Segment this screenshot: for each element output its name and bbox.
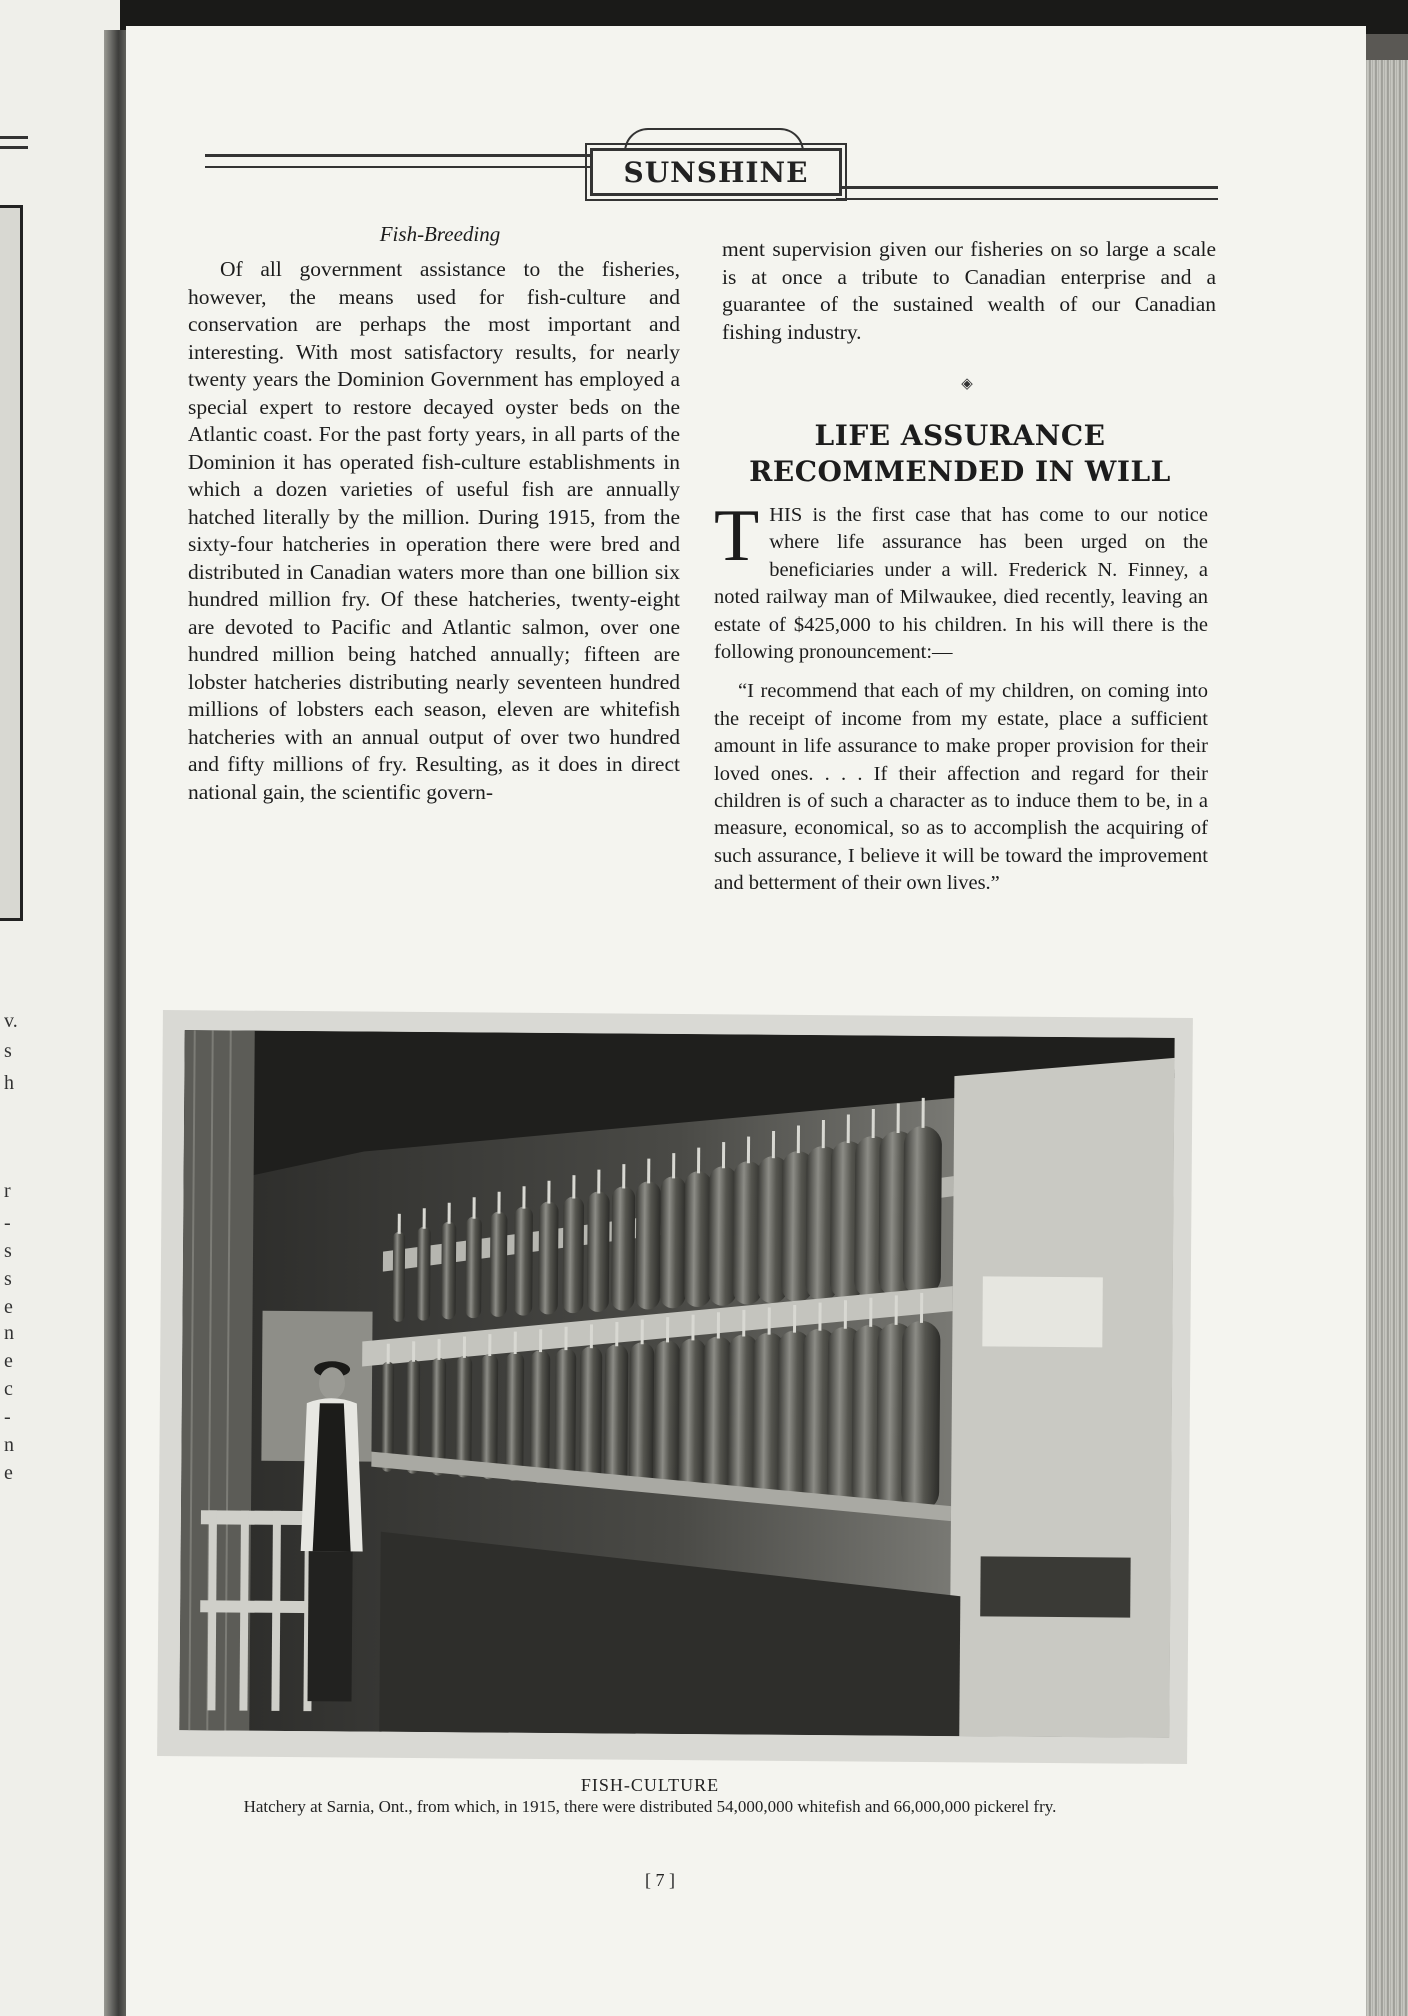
jar-feed-tube (897, 1103, 900, 1133)
jar-feed-tube (497, 1192, 500, 1214)
jar-feed-tube (672, 1153, 675, 1178)
jar-feed-tube (564, 1327, 567, 1350)
facing-page-fragment: n (4, 1434, 14, 1456)
header-rule-right (836, 186, 1218, 200)
article-first-paragraph (714, 495, 1208, 666)
jar-feed-tube (488, 1334, 491, 1356)
hatching-jar (490, 1212, 508, 1317)
hatching-jar (684, 1171, 712, 1307)
article-first-text: HIS is the first case that has come to our notice where life assurance has been urged on the beneficiaries under a will. Frederick N. Finney, a noted railway man of Milwaukee, died recently, leaving an estate of $425,000 to his children. In his will there is the following pronouncement:— (714, 504, 1208, 664)
hatching-jar (480, 1354, 498, 1479)
masthead-title: SUNSHINE (590, 148, 842, 196)
jar-feed-tube (717, 1312, 720, 1338)
facing-page-fragment: r (4, 1180, 11, 1202)
jar-feed-tube (647, 1159, 650, 1184)
jar-feed-tube (872, 1109, 875, 1138)
jar-feed-tube (622, 1164, 625, 1188)
jar-feed-tube (539, 1329, 542, 1352)
facing-page-fragment: - (4, 1212, 11, 1234)
facing-page-fragment: c (4, 1378, 13, 1400)
facing-page-fragment: e (4, 1462, 13, 1484)
section-subhead: Fish-Breeding (379, 222, 501, 246)
jar-feed-tube (818, 1303, 821, 1331)
jar-feed-tube (920, 1293, 923, 1323)
jar-feed-tube (514, 1332, 517, 1354)
jar-feed-tube (522, 1186, 525, 1208)
hatching-jar (678, 1338, 706, 1494)
jar-feed-tube (742, 1310, 745, 1337)
drop-cap: T (714, 495, 760, 577)
hatching-jar (465, 1217, 482, 1319)
jar-feed-tube (666, 1317, 669, 1342)
hatching-jar (456, 1356, 473, 1478)
hatching-jar (654, 1340, 681, 1492)
jar-feed-tube (772, 1131, 775, 1158)
jar-feed-tube (768, 1307, 771, 1334)
hatching-jar (538, 1201, 558, 1314)
hatching-jar (417, 1227, 431, 1321)
right-column-continuation (722, 236, 1216, 346)
hatching-jar (587, 1191, 610, 1312)
facing-page-rule (0, 146, 28, 149)
figure-caption-text: Hatchery at Sarnia, Ont., from which, in 1915, there were distributed 54,000,000 whitefish and 66,000,000 pickerel fry. (243, 1797, 1057, 1816)
hatching-jar (611, 1186, 635, 1310)
hatchery-photo-illustration (179, 1030, 1174, 1738)
jar-feed-tube (793, 1305, 796, 1333)
jar-feed-tube (437, 1339, 440, 1360)
page-number: [ 7 ] (645, 1870, 675, 1890)
jar-feed-tube (691, 1315, 694, 1341)
figure-title: FISH-CULTURE (580, 1775, 720, 1795)
header-rule-left (205, 154, 590, 168)
hatching-jar (901, 1321, 940, 1511)
hatching-jar (563, 1196, 585, 1313)
jar-feed-tube (398, 1214, 401, 1234)
article-body (714, 495, 1208, 898)
article-headline: LIFE ASSURANCE RECOMMENDED IN WILL (749, 419, 1171, 488)
jar-feed-tube (869, 1298, 872, 1327)
facing-page-fragment: n (4, 1322, 14, 1344)
hatching-jar (514, 1207, 533, 1316)
section-separator-ornament: ◈ (961, 374, 973, 392)
jar-feed-tube (448, 1203, 451, 1224)
will-quotation: “I recommend that each of my children, on coming into the receipt of income from my estate, place a sufficient amount in life assurance to make proper provision for their loved ones. . . . If their affection and regard for their children is of such a character as to induce them to be, in a measure, economical, so as to accomplish the acquiring of such assurance, I believe it will be toward the improvement and betterment of their own lives.” (714, 680, 1208, 895)
jar-feed-tube (463, 1336, 466, 1357)
facing-page-rule (0, 136, 28, 139)
jar-feed-tube (423, 1208, 426, 1228)
hatching-jar (635, 1181, 660, 1309)
continuation-paragraph: ment supervision given our fisheries on so large a scale is at once a tribute to Canadian enterprise and a guarantee of the sustained wealth of our Canadian fishing industry. (722, 237, 1216, 344)
facing-page-fragment: e (4, 1350, 13, 1372)
jar-feed-tube (697, 1148, 700, 1174)
left-column (188, 256, 680, 806)
book-gutter (104, 30, 128, 2016)
jar-feed-tube (747, 1137, 750, 1164)
hatching-jar (660, 1176, 687, 1308)
jar-feed-tube (847, 1114, 850, 1143)
jar-feed-tube (547, 1181, 550, 1204)
fish-breeding-paragraph: Of all government assistance to the fisheries, however, the means used for fish-culture and conservation are perhaps the most important and interesting. With most satisfactory results, for nearly twenty years the Dominion Government has employed a special expert to restore decayed oyster beds on the Atlantic coast. For the past forty years, in all parts of the Dominion it has operated fish-culture establishments in which a dozen varieties of useful fish are annually hatched literally by the million. During 1915, from the sixty-four hatcheries in operation there were bred and distributed in Canadian waters more than one billion six hundred million fry. Of these hatcheries, twenty-eight are devoted to Pacific and Atlantic salmon, over one hundred million being hatched annually; fifteen are lobster hatcheries distributing nearly seventeen hundred millions of lobsters each season, eleven are whitefish hatcheries with an annual output of over two hundred and fifty millions of fry. Resulting, as it does in direct national gain, the scientific govern- (188, 257, 680, 804)
hatchery-photograph (179, 1030, 1174, 1738)
jar-feed-tube (844, 1300, 847, 1329)
jar-feed-tube (797, 1126, 800, 1154)
jar-feed-tube (572, 1175, 575, 1198)
hatching-jar (505, 1352, 524, 1481)
page-stack-edge (1366, 60, 1408, 2016)
hatching-jar (441, 1222, 456, 1320)
hatching-jar (703, 1336, 732, 1496)
jar-feed-tube (473, 1197, 476, 1218)
hatching-jar (903, 1126, 942, 1296)
hatching-jar (579, 1346, 602, 1487)
hatching-jar (604, 1344, 628, 1488)
jar-feed-tube (895, 1295, 898, 1325)
facing-page-fragment: s (4, 1040, 12, 1062)
jar-feed-tube (822, 1120, 825, 1148)
facing-page-fragment: s (4, 1268, 12, 1290)
facing-page-fragment: e (4, 1296, 13, 1318)
jar-feed-tube (597, 1170, 600, 1194)
facing-page-fragment: h (4, 1072, 14, 1094)
jar-feed-tube (722, 1142, 725, 1168)
jar-feed-tube (641, 1320, 644, 1345)
jar-feed-tube (412, 1341, 415, 1361)
facing-page-fragment: v. (4, 1010, 18, 1032)
hatching-jar (530, 1350, 550, 1483)
facing-page-photo-frame (0, 205, 23, 921)
facing-page-fragment: s (4, 1240, 12, 1262)
jar-feed-tube (590, 1324, 593, 1348)
jar-feed-tube (922, 1098, 925, 1128)
jar-feed-tube (387, 1344, 390, 1364)
hatching-jar (392, 1232, 405, 1322)
hatching-jar (629, 1342, 655, 1490)
facing-page-fragment: - (4, 1406, 11, 1428)
jar-feed-tube (615, 1322, 618, 1346)
figure-caption (230, 1776, 1070, 1816)
hatching-jar (555, 1348, 577, 1485)
